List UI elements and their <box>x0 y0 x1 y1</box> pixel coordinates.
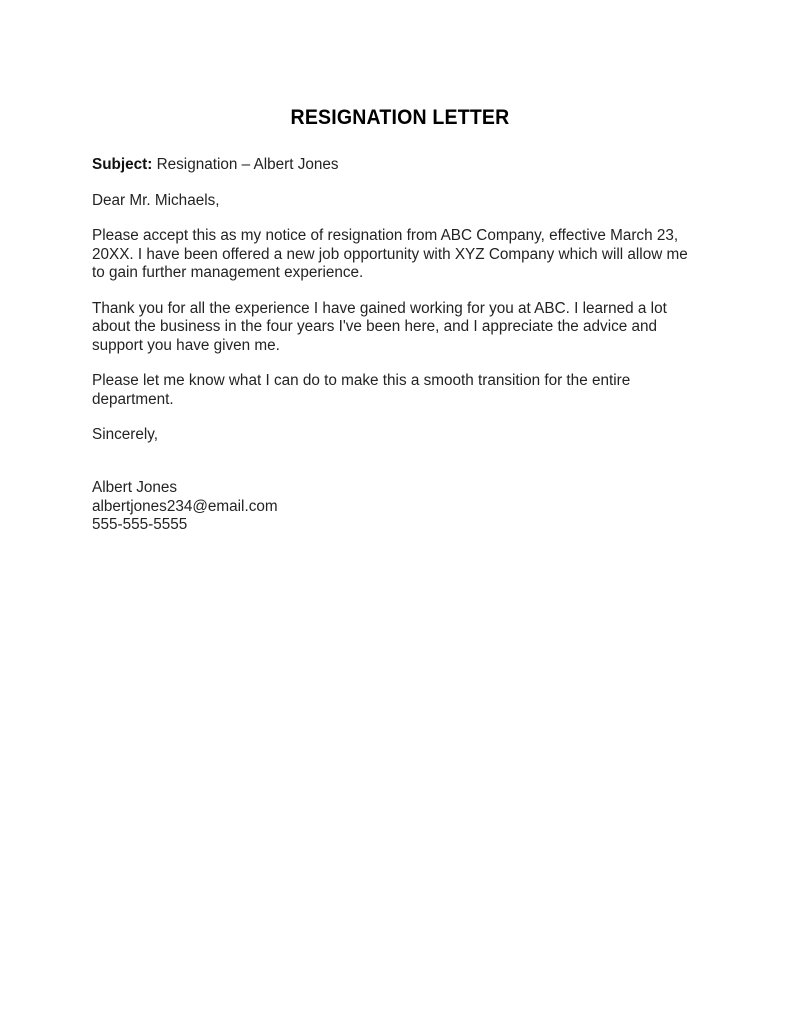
signature-phone: 555-555-5555 <box>92 516 188 533</box>
page-title: RESIGNATION LETTER <box>290 106 510 130</box>
subject-label: Subject: <box>92 156 153 173</box>
signature-block <box>92 479 278 535</box>
subject-value: Resignation – Albert Jones <box>152 156 339 173</box>
body-paragraph-2: Thank you for all the experience I have gained working for you at ABC. I learned a lot about the business in the four years I've been here, and I appreciate the advice and support you have given me. <box>92 299 667 354</box>
letter-body <box>92 156 692 455</box>
body-paragraph-1: Please accept this as my notice of resignation from ABC Company, effective March 23, 20XX. I have been offered a new job opportunity with XYZ Company which will allow me to gain further management experience. <box>92 227 688 281</box>
salutation: Dear Mr. Michaels, <box>92 191 220 209</box>
body-paragraph-3: Please let me know what I can do to make this a smooth transition for the entire department. <box>92 372 631 408</box>
subject-line <box>92 156 692 175</box>
signature-name: Albert Jones <box>92 479 178 496</box>
closing-salutation: Sincerely, <box>92 426 159 443</box>
signature-email: albertjones234@email.com <box>92 497 278 515</box>
